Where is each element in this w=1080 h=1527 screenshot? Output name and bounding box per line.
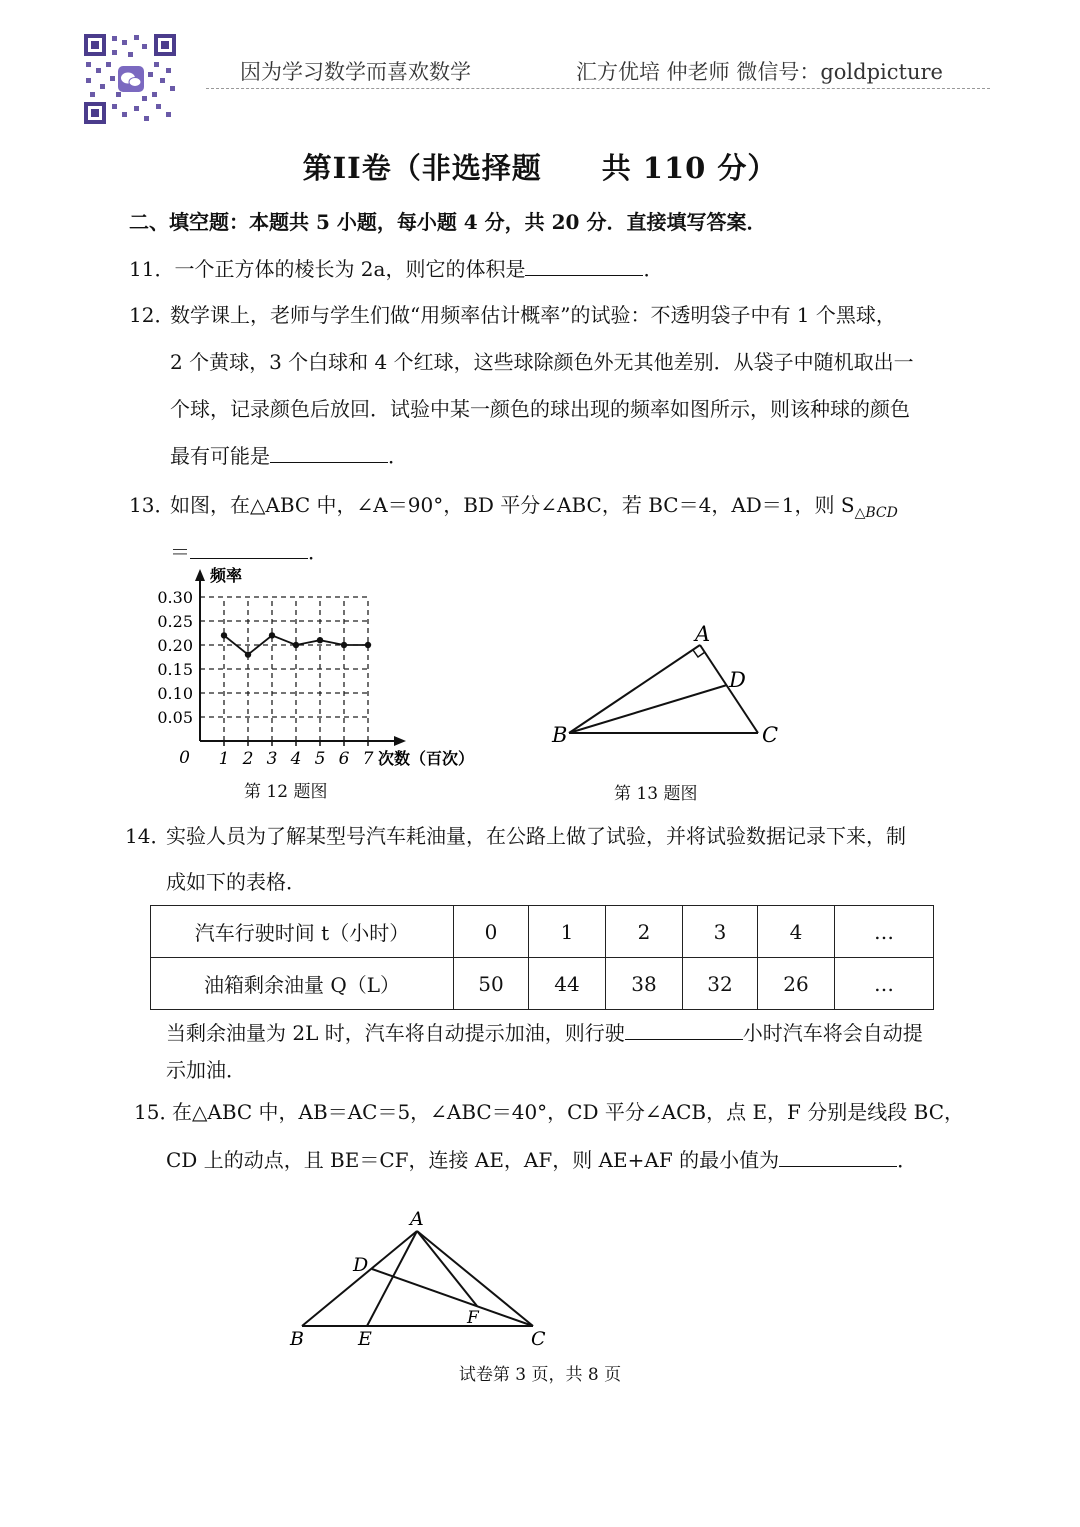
y-axis-arrow [195, 569, 205, 581]
x-tick-label: 3 [266, 749, 278, 769]
header-slogan: 因为学习数学而喜欢数学 [240, 60, 471, 84]
table-row-header-time [151, 906, 454, 958]
table-cell: 2 [606, 906, 683, 958]
fig13-label-b: B [552, 723, 568, 747]
fig13-caption: 第 13 题图 [614, 784, 698, 804]
table-cell: 26 [758, 958, 835, 1010]
x-axis-label: 次数（百次） [378, 749, 475, 768]
q15-line2-text: CD 上的动点，且 BE＝CF，连接 AE，AF，则 AE+AF 的最小值为 [166, 1148, 780, 1172]
q14-line2: 成如下的表格． [166, 870, 306, 894]
q12-number: 12． [129, 303, 175, 327]
page-title: 第II卷（非选择题 共 110 分） [302, 151, 778, 185]
table-cell: 44 [529, 958, 606, 1010]
fig12-caption: 第 12 题图 [244, 782, 328, 802]
fig13-label-a: A [695, 622, 711, 646]
q15-number: 15． [134, 1100, 180, 1124]
q13-answer-blank[interactable] [190, 538, 308, 559]
q15-line1: 在△ABC 中，AB＝AC＝5，∠ABC＝40°，CD 平分∠ACB，点 E，F 分别是线段 BC， [172, 1100, 965, 1124]
x-axis-arrow [394, 736, 406, 746]
chart-marks [221, 632, 371, 658]
table-row [151, 906, 934, 958]
fig15-label-c: C [531, 1328, 546, 1350]
qr-code [82, 32, 178, 126]
q14-after1 [166, 1018, 923, 1048]
table-cell: 32 [683, 958, 758, 1010]
x-tick-label: 2 [242, 749, 254, 769]
fig15-label-a: A [410, 1208, 424, 1230]
table-cell: 1 [529, 906, 606, 958]
table-cell: 38 [606, 958, 683, 1010]
origin-label: 0 [179, 748, 190, 768]
q13-line1-text: 如图，在△ABC 中，∠A＝90°，BD 平分∠ABC，若 BC＝4，AD＝1，则 S [170, 493, 855, 517]
frequency-chart [150, 562, 490, 772]
fuel-data-table [150, 905, 934, 1010]
q15-end: ． [897, 1148, 918, 1172]
section-heading: 二、填空题：本题共 5 小题，每小题 4 分，共 20 分．直接填写答案． [129, 210, 767, 234]
x-tick-label: 1 [218, 749, 230, 769]
y-axis-label: 频率 [210, 566, 243, 585]
q12-line4 [170, 441, 408, 471]
q12-line4-text: 最有可能是 [170, 444, 270, 468]
q14-after1b-text: 小时汽车将会自动提 [742, 1021, 923, 1045]
q14-answer-blank[interactable] [625, 1019, 743, 1040]
fig15-label-f: F [467, 1308, 479, 1328]
data-point [221, 632, 227, 638]
data-point [365, 642, 371, 648]
q11-number: 11． [129, 257, 175, 281]
fuel-header-text: 油箱剩余油量 Q（L） [203, 973, 401, 997]
y-tick-label: 0.30 [157, 588, 193, 607]
q11-end: ． [643, 257, 664, 281]
q13-number: 13． [129, 493, 175, 517]
table-cell: 4 [758, 906, 835, 958]
y-tick-label: 0.05 [157, 708, 193, 727]
fig15-label-e: E [358, 1328, 372, 1350]
table-row-header-fuel [151, 958, 454, 1010]
fig15-label-b: B [290, 1328, 304, 1350]
fig13-label-c: C [762, 723, 779, 747]
header-divider [206, 88, 990, 89]
fig15-label-d: D [353, 1254, 369, 1276]
q12-line2: 2 个黄球，3 个白球和 4 个红球，这些球除颜色外无其他差别．从袋子中随机取出一 [170, 350, 914, 374]
table-cell: 50 [454, 958, 529, 1010]
q14-after1-text: 当剩余油量为 2L 时，汽车将自动提示加油，则行驶 [166, 1021, 625, 1045]
q14-line1: 实验人员为了解某型号汽车耗油量，在公路上做了试验，并将试验数据记录下来，制 [166, 824, 906, 848]
q11-answer-blank[interactable] [525, 255, 643, 276]
q13-end: ． [308, 540, 328, 564]
x-tick-label: 6 [338, 749, 350, 769]
q11-text: 一个正方体的棱长为 2a，则它的体积是 [174, 257, 526, 281]
q12-line1: 数学课上，老师与学生们做“用频率估计概率”的试验：不透明袋子中有 1 个黑球， [170, 303, 896, 327]
fig13-label-d: D [729, 668, 746, 692]
table-cell: … [835, 958, 934, 1010]
x-tick-label: 7 [362, 749, 374, 769]
y-tick-label: 0.20 [157, 636, 193, 655]
data-point [341, 642, 347, 648]
header-contact: 汇方优培 仲老师 微信号：goldpicture [576, 60, 943, 84]
data-point [269, 632, 275, 638]
triangle-figure-13 [540, 615, 790, 750]
fig13-bisector-bd [569, 685, 727, 733]
data-point [317, 637, 323, 643]
q13-subscript: △BCD [854, 505, 898, 521]
q14-number: 14． [125, 824, 171, 848]
chart-axes [195, 569, 406, 746]
fig15-segment-cd [372, 1269, 533, 1326]
question-11 [129, 254, 663, 284]
y-tick-label: 0.15 [157, 660, 193, 679]
data-point [293, 642, 299, 648]
q15-answer-blank[interactable] [779, 1146, 897, 1167]
table-row [151, 958, 934, 1010]
time-header-text: 汽车行驶时间 t（小时） [194, 921, 410, 945]
table-cell: 0 [454, 906, 529, 958]
table-cell: … [835, 906, 934, 958]
x-tick-label: 4 [290, 749, 302, 769]
q14-after2: 示加油． [166, 1058, 246, 1082]
data-point [245, 651, 251, 657]
chart-grid [200, 597, 368, 741]
fig15-segment-ae [367, 1231, 417, 1326]
q13-equals: ＝ [170, 540, 190, 564]
y-tick-label: 0.25 [157, 612, 193, 631]
triangle-figure-15 [280, 1205, 560, 1350]
y-tick-label: 0.10 [157, 684, 193, 703]
table-cell: 3 [683, 906, 758, 958]
q12-end: ． [388, 444, 408, 468]
q12-line3: 个球，记录颜色后放回．试验中某一颜色的球出现的频率如图所示，则该种球的颜色 [170, 397, 910, 421]
q12-answer-blank[interactable] [270, 442, 388, 463]
x-tick-label: 5 [314, 749, 326, 769]
q15-line2 [166, 1145, 917, 1175]
q13-line1 [170, 490, 898, 528]
page-footer: 试卷第 3 页，共 8 页 [458, 1365, 622, 1385]
fig13-side-ba [569, 645, 700, 733]
